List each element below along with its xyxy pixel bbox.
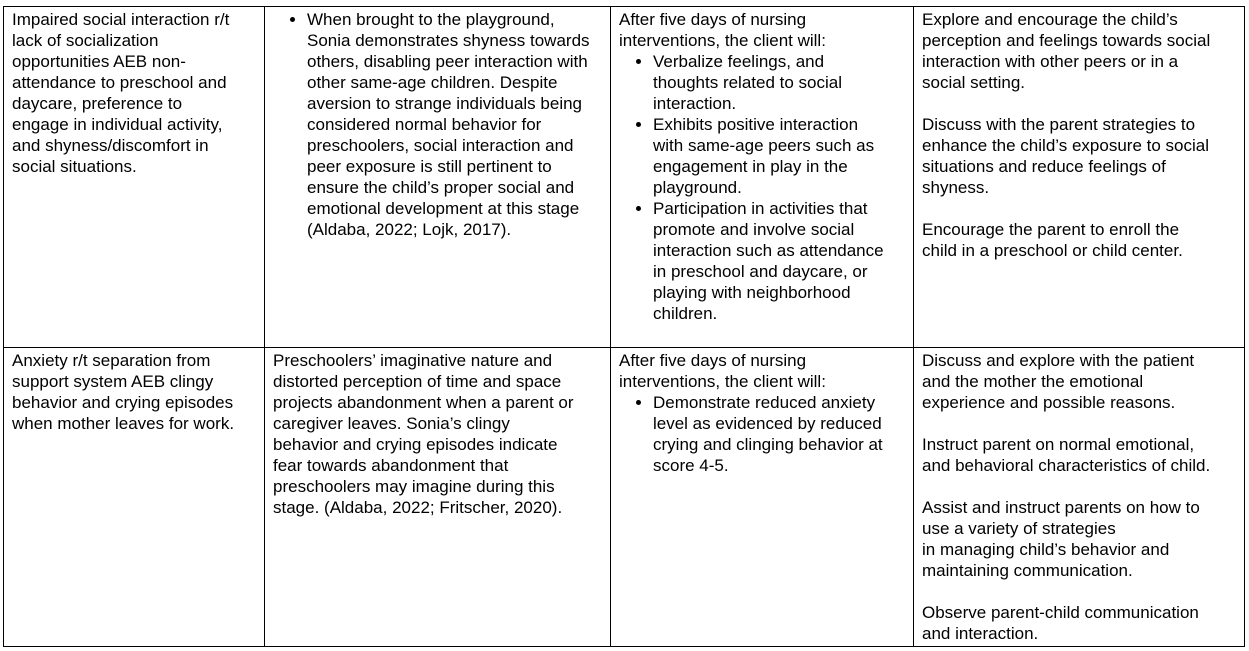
intervention-text: Instruct parent on normal emotional, and behavioral characteristics of child. [922,435,1211,475]
diagnosis-text: Anxiety r/t separation from support system AEB clingy behavior and crying episodes when mother leaves for work. [12,351,235,433]
rationale-list [273,9,602,240]
nursing-care-plan-table [3,6,1245,647]
outcome-intro: After five days of nursing interventions, the client will: [619,10,826,50]
table-row [4,7,1245,348]
diagnosis-text: Impaired social interaction r/t lack of socialization opportunities AEB non- attendance to preschool and daycare, preference to engage in individual activity, and shyness/discomfort in social situations. [12,10,230,176]
outcome-cell [611,348,914,647]
intervention-text: Encourage the parent to enroll the child in a preschool or child center. [922,220,1183,260]
interventions-cell [914,7,1245,348]
intervention-text: Observe parent-child communication and interaction. [922,603,1199,643]
rationale-cell [265,348,611,647]
outcome-cell [611,7,914,348]
intervention-text: Assist and instruct parents on how to use a variety of strategies in managing child’s behavior and maintaining communication. [922,498,1200,580]
list-item [653,392,905,476]
intervention-text: Explore and encourage the child’s perception and feelings towards social interaction with other peers or in a social setting. [922,10,1211,92]
outcome-text: • Participation in activities that promote and involve social interaction such as attendance in preschool and daycare, or playing with neighborhood children. [653,199,884,323]
list-item [653,198,905,324]
interventions-cell [914,348,1245,647]
outcome-intro: After five days of nursing interventions, the client will: [619,351,826,391]
intervention-text: Discuss with the parent strategies to enhance the child’s exposure to social situations and reduce feelings of shyness. [922,115,1209,197]
diagnosis-cell [4,7,265,348]
list-item [307,9,602,240]
list-item [653,114,905,198]
outcome-list [619,51,905,324]
intervention-text: Discuss and explore with the patient and the mother the emotional experience and possible reasons. [922,351,1195,412]
outcome-text: • Demonstrate reduced anxiety level as evidenced by reduced crying and clinging behavior at score 4-5. [653,393,883,475]
diagnosis-cell [4,348,265,647]
outcome-list [619,392,905,476]
table-row [4,348,1245,647]
outcome-text: • Verbalize feelings, and thoughts related to social interaction. [653,52,843,113]
outcome-text: • Exhibits positive interaction with same-age peers such as engagement in play in the playground. [653,115,875,197]
list-item [653,51,905,114]
rationale-cell [265,7,611,348]
rationale-text: Preschoolers’ imaginative nature and distorted perception of time and space projects abandonment when a parent or caregiver leaves. Sonia’s clingy behavior and crying episodes indicate fear towards abandonment that preschoolers may imagine during this stage. (Aldaba, 2022; Fritscher, 2020). [273,351,574,517]
rationale-text: • When brought to the playground, Sonia demonstrates shyness towards others, disabling peer interaction with other same-age children. Despite aversion to strange individuals being considered normal behavior for preschoolers, social interaction and peer exposure is still pertinent to ensure the child’s proper social and emotional development at this stage (Aldaba, 2022; Lojk, 2017). [307,10,590,239]
